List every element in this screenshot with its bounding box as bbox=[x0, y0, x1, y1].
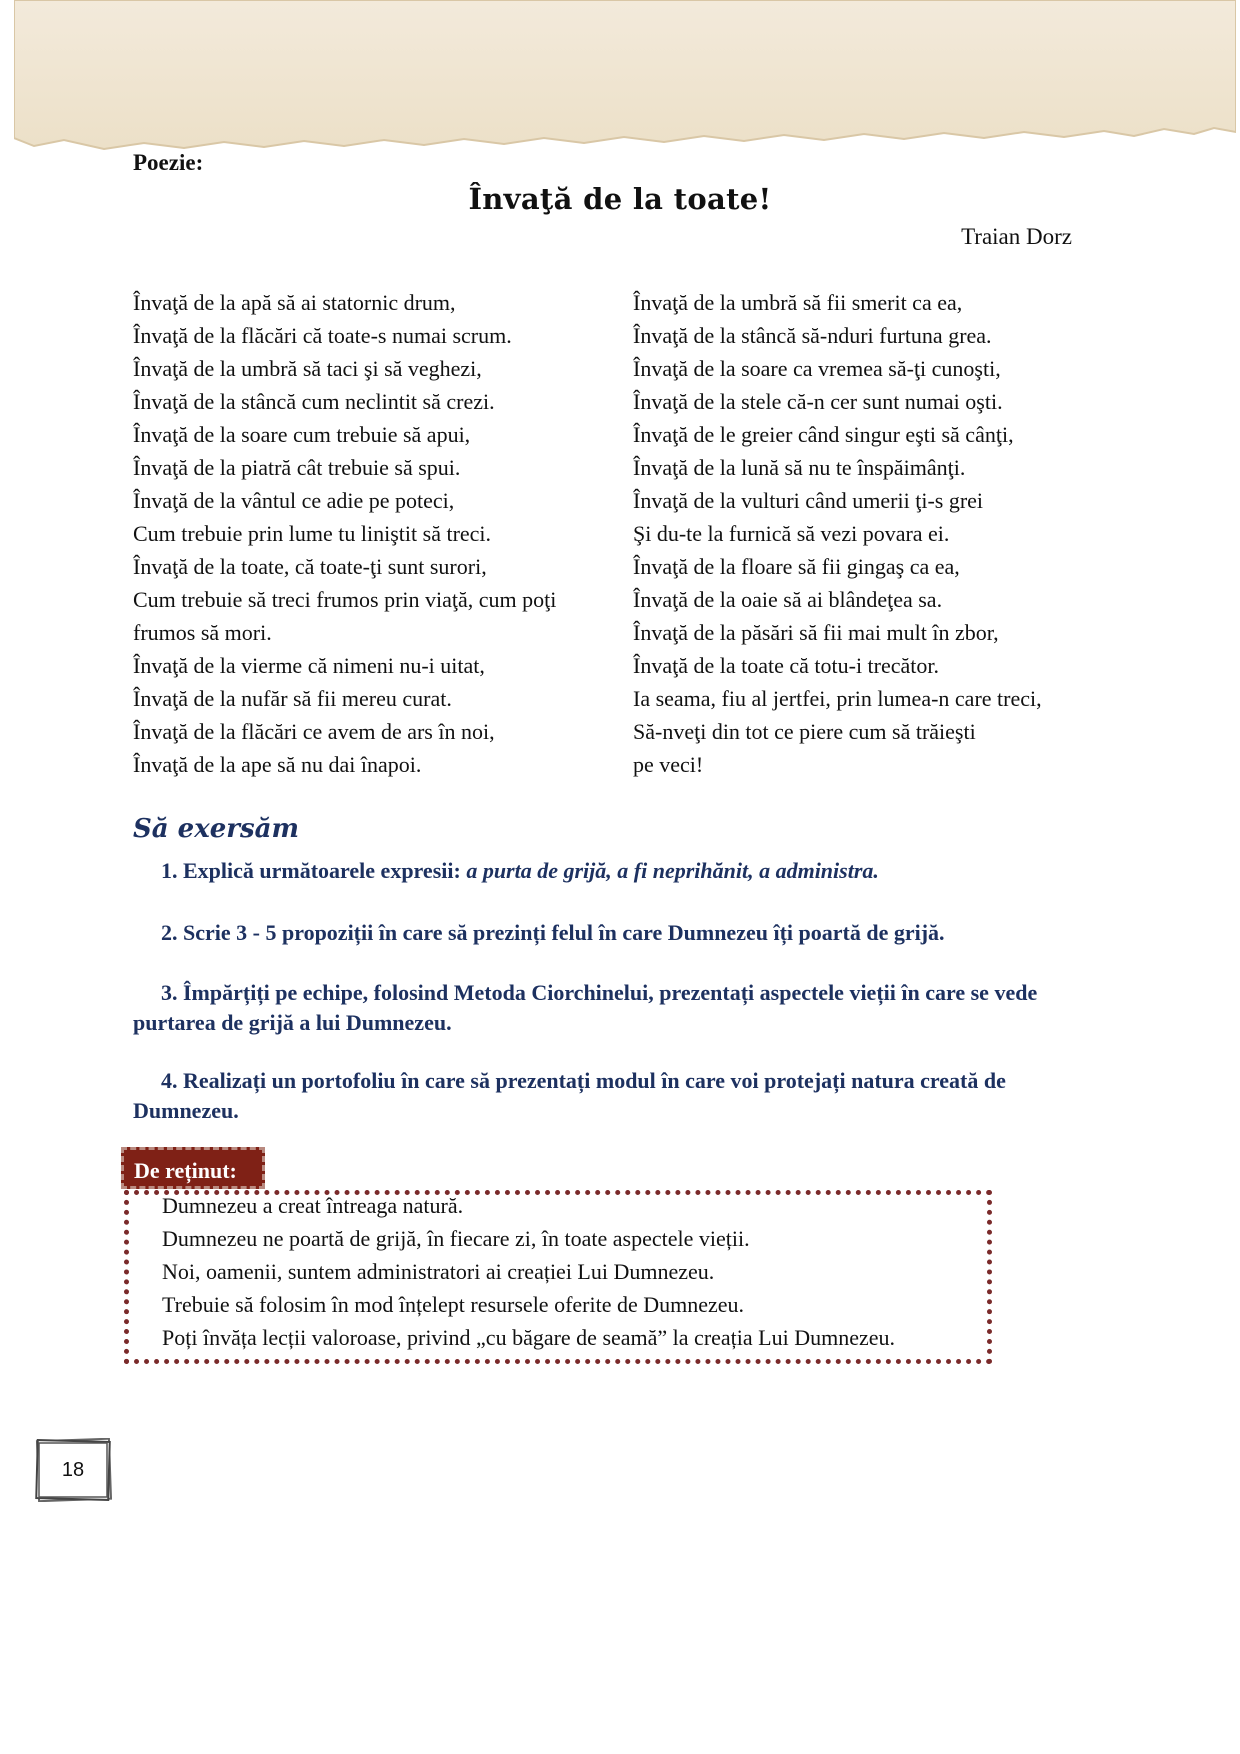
poem-author: Traian Dorz bbox=[961, 224, 1072, 249]
poem-line: Învaţă de la piatră cât trebuie să spui. bbox=[133, 455, 461, 480]
poem-line: Învaţă de la umbră să fii smerit ca ea, bbox=[633, 290, 963, 315]
poem-line: Învaţă de la toate că totu-i trecător. bbox=[633, 653, 940, 678]
poem-column-left bbox=[133, 286, 623, 781]
poem-title: Învaţă de la toate! bbox=[468, 182, 772, 216]
exercise-1-terms: a purta de grijă, a fi neprihănit, a administra. bbox=[466, 858, 879, 883]
poem-line: Învaţă de la oaie să ai blândeţea sa. bbox=[633, 587, 943, 612]
exercise-4: 4. Realizați un portofoliu în care să prezentați modul în care voi protejați natura creată de Dumnezeu. bbox=[133, 1068, 1006, 1123]
poem-line: pe veci! bbox=[633, 752, 704, 777]
retinut-list bbox=[162, 1189, 895, 1354]
exercise-3: 3. Împărțiți pe echipe, folosind Metoda Ciorchinelui, prezentați aspectele vieții în care se vede purtarea de grijă a lui Dumnezeu. bbox=[133, 980, 1038, 1035]
exercises-heading: Să exersăm bbox=[133, 814, 299, 844]
poem-line: Ia seama, fiu al jertfei, prin lumea-n care treci, bbox=[633, 686, 1042, 711]
exercise-1 bbox=[133, 856, 1078, 886]
poem-line: Învaţă de la vântul ce adie pe poteci, bbox=[133, 488, 455, 513]
poem-line: Învaţă de la stâncă cum neclintit să crezi. bbox=[133, 389, 495, 414]
retinut-item: Noi, oamenii, suntem administratori ai creației Lui Dumnezeu. bbox=[162, 1259, 715, 1284]
poem-line: Învaţă de la umbră să taci şi să veghezi, bbox=[133, 356, 482, 381]
poem-line: Învaţă de la floare să fii gingaş ca ea, bbox=[633, 554, 960, 579]
poem-line: Învaţă de le greier când singur eşti să cânţi, bbox=[633, 422, 1014, 447]
poem-line: Şi du-te la furnică să vezi povara ei. bbox=[633, 521, 950, 546]
retinut-item: Dumnezeu ne poartă de grijă, în fiecare zi, în toate aspectele vieții. bbox=[162, 1226, 750, 1251]
torn-paper-header bbox=[14, 0, 1236, 150]
retinut-item: Trebuie să folosim în mod înțelept resursele oferite de Dumnezeu. bbox=[162, 1292, 745, 1317]
retinut-label: De reținut: bbox=[121, 1147, 265, 1189]
retinut-item: Poți învăța lecții valoroase, privind „cu băgare de seamă” la creația Lui Dumnezeu. bbox=[162, 1325, 896, 1350]
poem-line: Să-nveţi din tot ce piere cum să trăieşti bbox=[633, 719, 976, 744]
exercise-2: 2. Scrie 3 - 5 propoziții în care să prezinți felul în care Dumnezeu îți poartă de grijă. bbox=[161, 920, 945, 945]
poem-line: Învaţă de la lună să nu te înspăimânţi. bbox=[633, 455, 966, 480]
poem-section-label: Poezie: bbox=[133, 150, 204, 175]
exercise-1-text: 1. Explică următoarele expresii: bbox=[161, 858, 467, 883]
poem-line: Învaţă de la flăcări ce avem de ars în noi, bbox=[133, 719, 495, 744]
poem-line: Învaţă de la stele că-n cer sunt numai oşti. bbox=[633, 389, 1003, 414]
poem-line: Cum trebuie prin lume tu liniştit să treci. bbox=[133, 521, 492, 546]
poem-line: Învaţă de la ape să nu dai înapoi. bbox=[133, 752, 422, 777]
poem-line: Învaţă de la nufăr să fii mereu curat. bbox=[133, 686, 452, 711]
retinut-item: Dumnezeu a creat întreaga natură. bbox=[162, 1193, 464, 1218]
poem-line: Învaţă de la soare cum trebuie să apui, bbox=[133, 422, 471, 447]
poem-line: Învaţă de la vulturi când umerii ţi-s grei bbox=[633, 488, 984, 513]
poem-column-right bbox=[633, 286, 1083, 781]
poem-line: Învaţă de la flăcări că toate-s numai scrum. bbox=[133, 323, 512, 348]
poem-line: Învaţă de la apă să ai statornic drum, bbox=[133, 290, 456, 315]
poem-line: Învaţă de la păsări să fii mai mult în zbor, bbox=[633, 620, 999, 645]
poem-line: Învaţă de la vierme că nimeni nu-i uitat, bbox=[133, 653, 485, 678]
poem-line: Învaţă de la toate, că toate-ţi sunt surori, bbox=[133, 554, 487, 579]
page-number: 18 bbox=[61, 1459, 85, 1481]
poem-line: Cum trebuie să treci frumos prin viaţă, cum poţi frumos să mori. bbox=[133, 587, 557, 645]
poem-line: Învaţă de la stâncă să-nduri furtuna grea. bbox=[633, 323, 992, 348]
poem-line: Învaţă de la soare ca vremea să-ţi cunoşti, bbox=[633, 356, 1001, 381]
